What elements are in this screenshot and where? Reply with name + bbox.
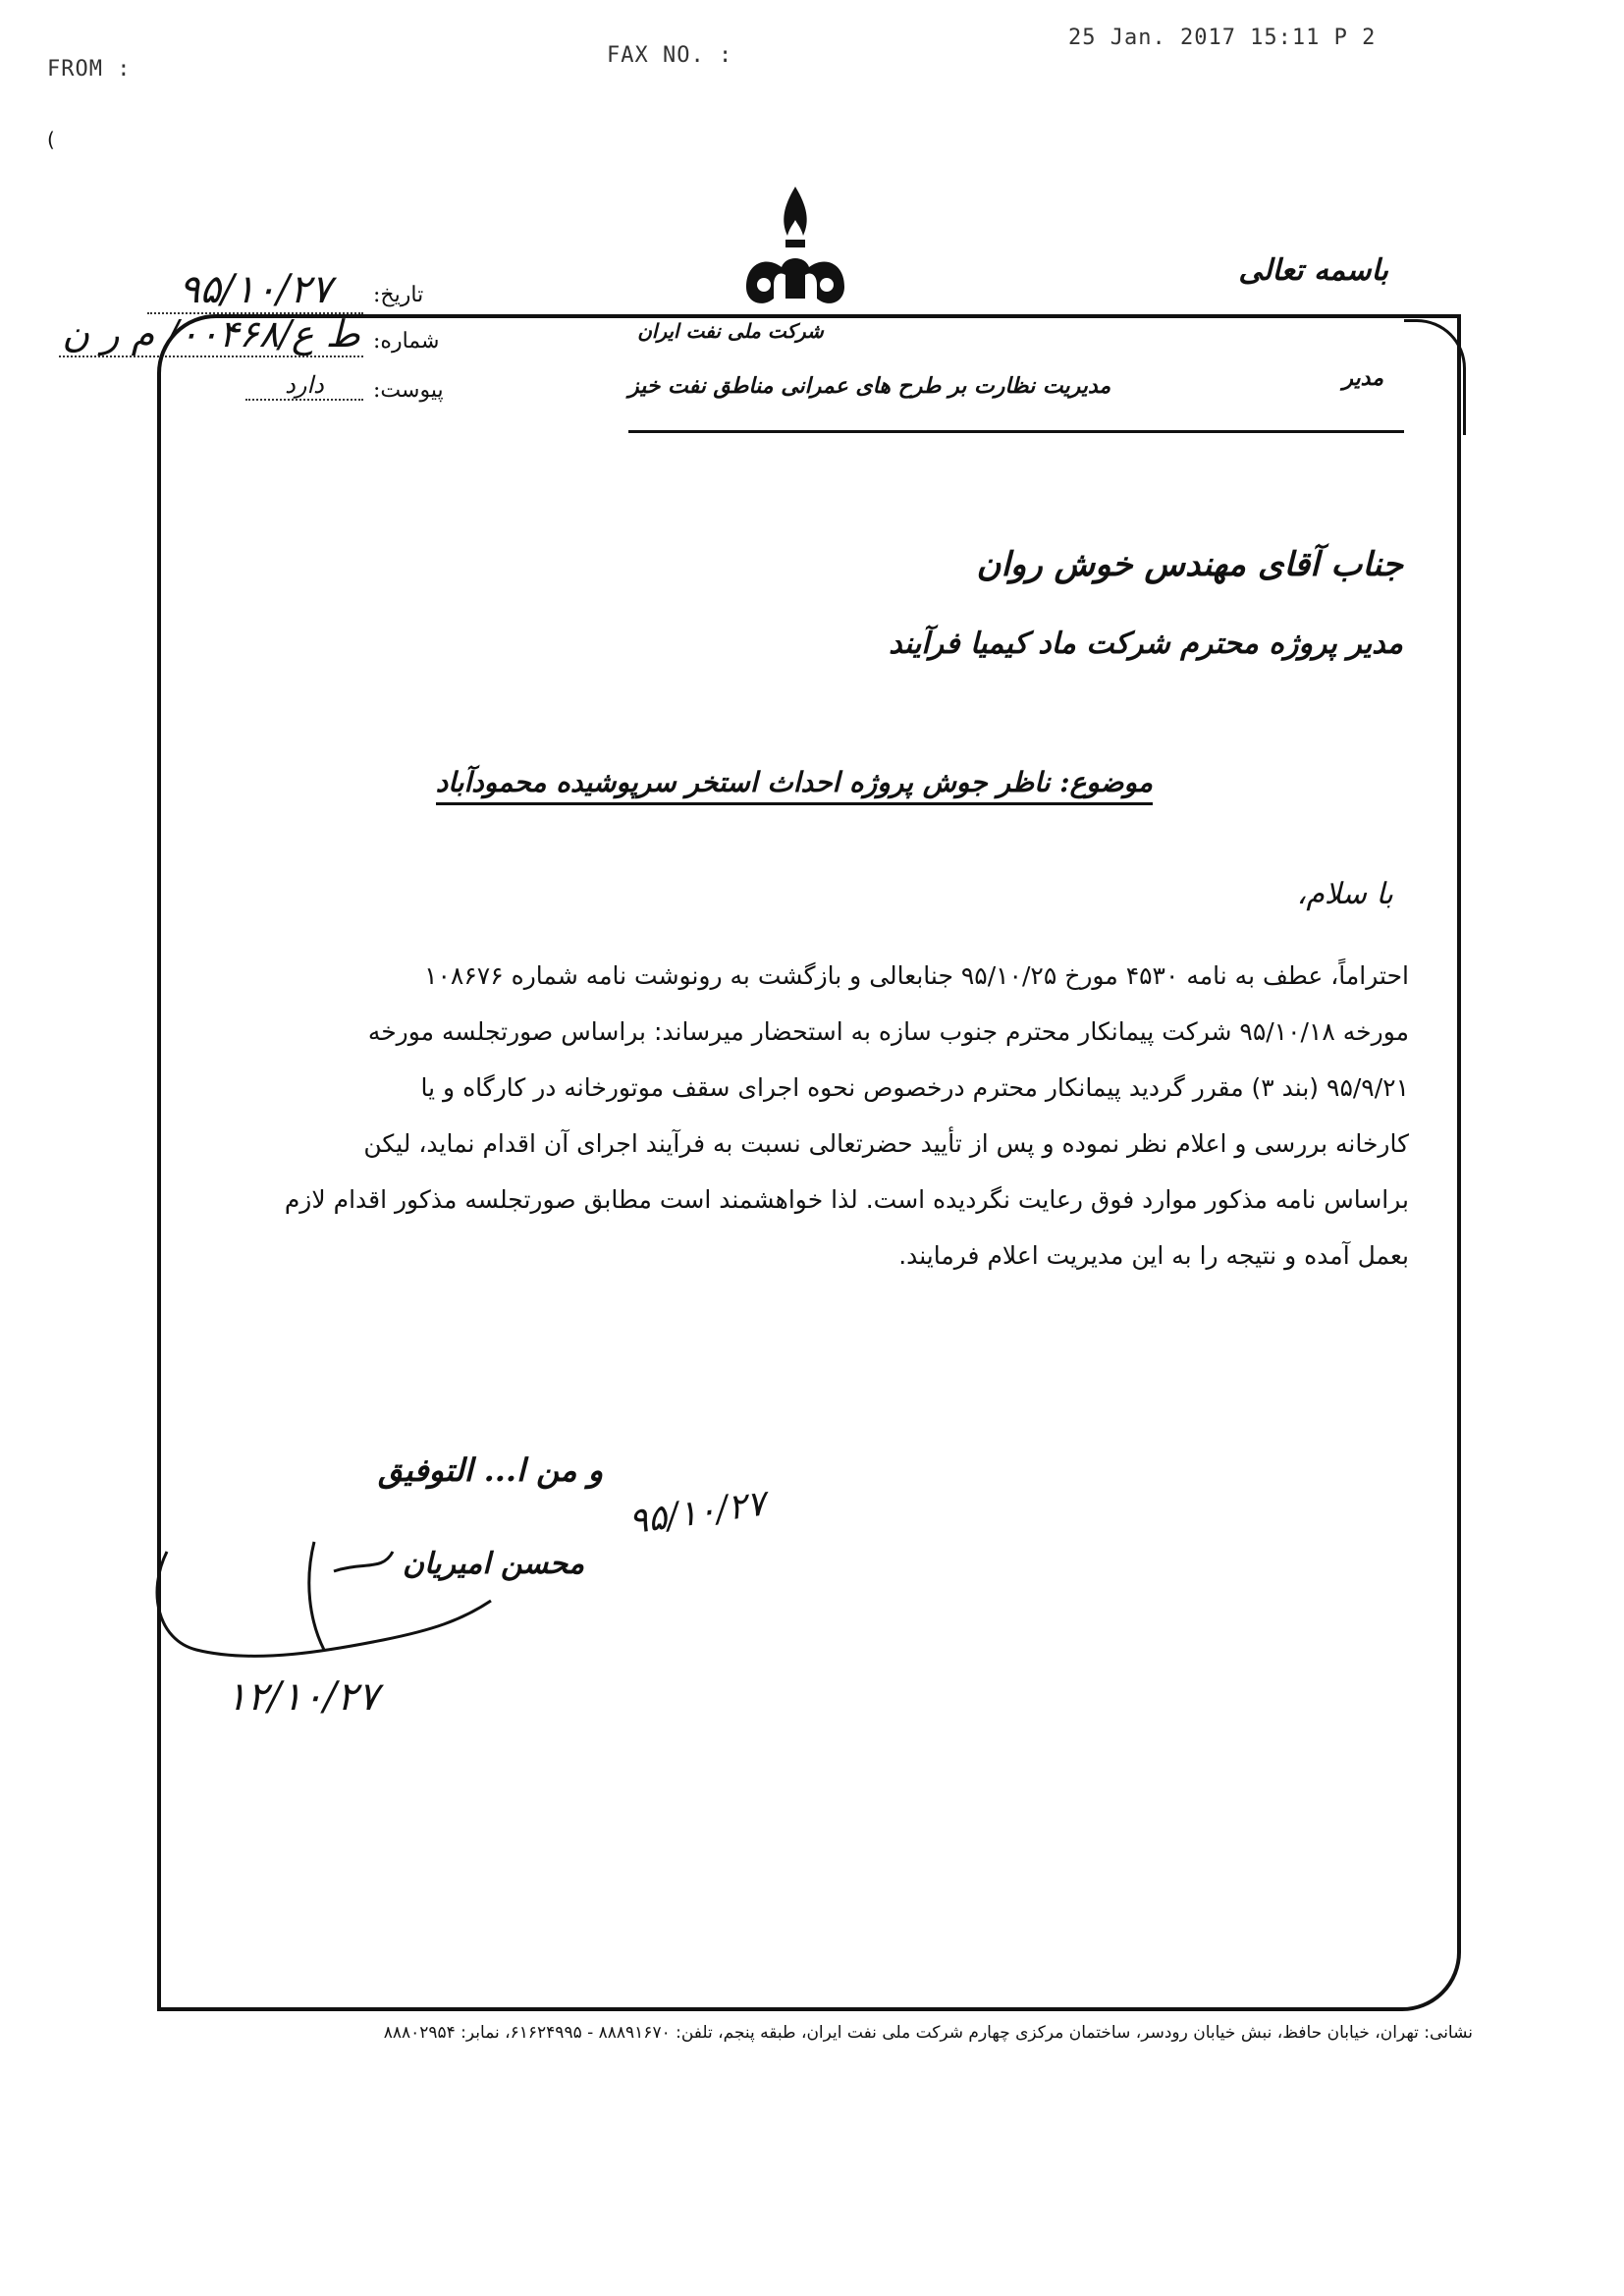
attachment-value: دارد — [245, 371, 363, 401]
basmala: باسمه تعالی — [1238, 253, 1388, 288]
date-label: تاریخ: — [373, 283, 424, 307]
body-line: احتراماً، عطف به نامه ۴۵۳۰ مورخ ۹۵/۱۰/۲۵ جنابعالی و بازگشت به رونوشت نامه شماره ۱۰۸۶۷۶ — [424, 961, 1409, 990]
recipient-name: جناب آقای مهندس خوش روان — [976, 545, 1403, 584]
fax-from: FROM : — [47, 57, 132, 82]
number-value: ط ع/۰۰۴۶۸/ م ر ن — [59, 312, 363, 357]
subject-line: موضوع: ناظر جوش پروژه احداث استخر سرپوشیده محمودآباد — [436, 766, 1153, 805]
company-name: شرکت ملی نفت ایران — [637, 319, 824, 343]
manager-title: مدیر — [1342, 365, 1383, 391]
body-paragraph — [241, 948, 1409, 1284]
handwritten-annotation: ۱۲/۱۰/۲۷ — [226, 1674, 379, 1720]
signatory-name: محسن امیریان — [403, 1547, 585, 1581]
number-label: شماره: — [373, 329, 440, 354]
body-line: براساس نامه مذکور موارد فوق رعایت نگردیده است. لذا خواهشمند است مطابق صورتجلسه مذکور اقدام لازم — [284, 1185, 1409, 1214]
fax-timestamp: 25 Jan. 2017 15:11 P 2 — [1068, 26, 1377, 50]
attachment-label: پیوست: — [373, 378, 444, 403]
body-line: کارخانه بررسی و اعلام نظر نموده و پس از تأیید حضرتعالی نسبت به فرآیند اجرای آن اقدام نماید، لیکن — [363, 1129, 1409, 1158]
recipient-title: مدیر پروژه محترم شرکت ماد کیمیا فرآیند — [889, 627, 1403, 661]
body-line: بعمل آمده و نتیجه را به این مدیریت اعلام فرمایند. — [898, 1241, 1409, 1270]
body-line: ۹۵/۹/۲۱ (بند ۳) مقرر گردید پیمانکار محترم درخصوص نحوه اجرای سقف موتورخانه در کارگاه و یا — [420, 1073, 1409, 1102]
department-name: مدیریت نظارت بر طرح های عمرانی مناطق نفت خیز — [628, 373, 1111, 399]
stray-mark: ( — [47, 128, 55, 151]
company-logo — [727, 177, 864, 334]
date-value: ۹۵/۱۰/۲۷ — [147, 267, 363, 314]
fax-number: FAX NO. : — [607, 43, 733, 68]
signature-scribble — [137, 1532, 569, 1679]
body-line: مورخه ۹۵/۱۰/۱۸ شرکت پیمانکار محترم جنوب سازه به استحضار میرساند: براساس صورتجلسه مورخه — [367, 1017, 1409, 1046]
closing: و من ا... التوفیق — [378, 1451, 604, 1489]
sign-date: ۹۵/۱۰/۲۷ — [625, 1483, 769, 1543]
footer-address: نشانی: تهران، خیابان حافظ، نبش خیابان رودسر، ساختمان مرکزی چهارم شرکت ملی نفت ایران، طبقه پنجم، تلفن: ۸۸۸۹۱۶۷۰ - ۶۱۶۲۴۹۹۵، نمابر: ۸۸۸۰۲۹۵۴ — [383, 2023, 1473, 2043]
greeting: با سلام، — [1296, 877, 1393, 911]
